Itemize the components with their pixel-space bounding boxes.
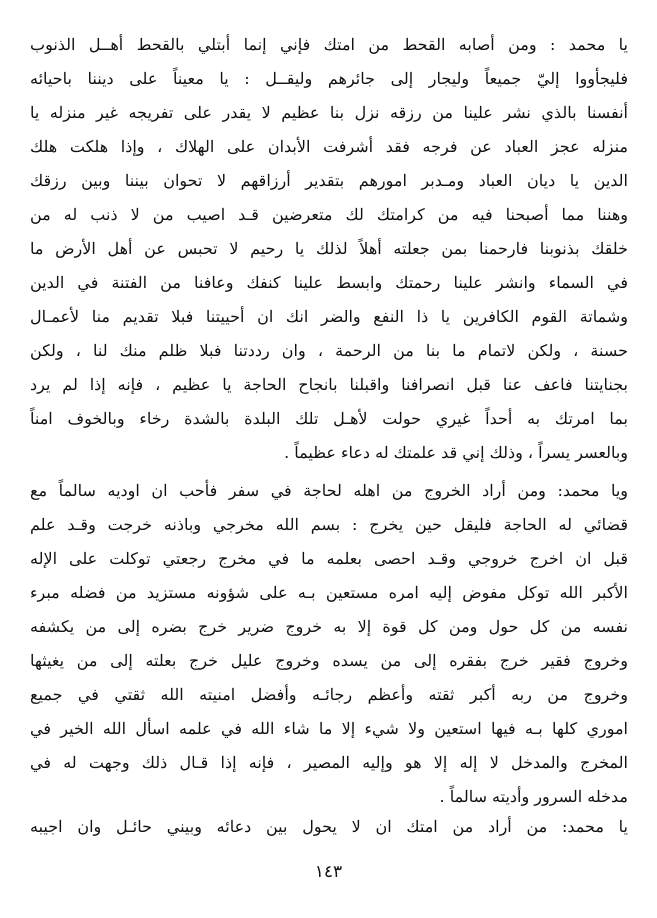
- page-number: ١٤٣: [314, 862, 343, 882]
- text-line: ويا محمد: ومن أراد الخروج من اهله لحاجة في سفر فأحب ان اوديه سالماً مع: [30, 481, 628, 500]
- text-line: مدخله السرور وأديته سالماً .: [439, 787, 628, 806]
- paragraph-3: [30, 810, 628, 844]
- text-line: قضائي له الحاجة فليقل حين يخرج : بسم الله مخرجي وباذنه خرجت وقـد علم: [30, 515, 628, 534]
- text-line: يا محمد : ومن أصابه القحط من امتك فإني إنما أبتلي بالقحط أهــل الذنوب: [30, 35, 628, 54]
- text-line: نفسه من كل حول ومن كل قوة إلا به خروج ضرير خرج بضره إلى من يكشفه: [30, 617, 628, 636]
- text-line: الدين يا ديان العباد ومـدبر امورهم بتقدير أرزاقهم لا تحوان بيننا وبين رزقك: [30, 171, 628, 190]
- text-line: أنفسنا بالذي نشر علينا من رزقه نزل بنا عظيم لا يقدر على تفريجه غير منزله يا: [30, 103, 628, 122]
- text-line: وهننا مما أصبحنا فيه من كرامتك لك متعرضين قـد اصيب من لا ذنب له من: [30, 205, 628, 224]
- text-line: حسنة ، ولكن لاتمام ما بنا من الرحمة ، وان رددتنا فبلا ظلم منك لنا ، ولكن: [30, 341, 628, 360]
- text-line: الأكبر الله توكل مفوض إليه امره مستعين بـه على شؤونه مستزيد من فضله مبرء: [30, 583, 628, 602]
- text-line: فليجأووا إليّ جميعاً وليجار إلى جائرهم وليقــل : يا معيناً على ديننا باحيائه: [30, 69, 628, 88]
- text-line: بما امرتك به أحداً غيري حولت لأهـل تلك البلدة بالشدة رخاء وبالخوف امناً: [30, 409, 628, 428]
- text-line: وخروج من ربه أكبر ثقته وأعظم رجائـه وأفضل امنيته الله ثقتي في جميع: [30, 685, 628, 704]
- text-line: بجنايتنا فاعف عنا قبل انصرافنا واقبلنا بانجاح الحاجة يا عظيم ، فإنه إذا لم يرد: [30, 375, 628, 394]
- text-line: المخرج والمدخل لا إله إلا هو وإليه المصير ، فإنه إذا قـال ذلك وجهت له في: [30, 753, 628, 772]
- paragraph-1: [30, 28, 628, 470]
- text-line: قبل ان اخرج خروجي وقـد احصى بعلمه ما في مخرج رجعتي توكلت على الإله: [30, 549, 628, 568]
- text-line: وخروج فقير خرج بفقره إلى من يسده وخروج عليل خرج بعلته إلى من يغيثها: [30, 651, 628, 670]
- text-line: اموري كلها بـه فيها استعين ولا شيء إلا ما شاء الله في علمه اسأل الله الخير في: [30, 719, 628, 738]
- text-line: منزله عجز العباد عن فرجه فقد أشرفت الأبدان على الهلاك ، وإذا هلكت هلك: [30, 137, 628, 156]
- text-line: خلقك بذنوبنا فارحمنا بمن جعلته أهلاً لذلك يا رحيم لا تحبس عن أهل الأرض ما: [30, 239, 628, 258]
- text-line: يا محمد: من أراد من امتك ان لا يحول بين دعائه وبيني حائـل وان اجيبه: [30, 817, 628, 836]
- text-line: في السماء وانشر علينا رحمتك وابسط علينا كنفك وعافنا من الفتنة في الدين: [30, 273, 628, 292]
- paragraph-2: [30, 474, 628, 814]
- text-line: وبالعسر يسراً ، وذلك إني قد علمتك له دعاء عظيماً .: [284, 443, 628, 462]
- text-line: وشماتة القوم الكافرين يا ذا النفع والضر انك ان أحييتنا فبلا تقديم منا لأعمـال: [30, 307, 628, 326]
